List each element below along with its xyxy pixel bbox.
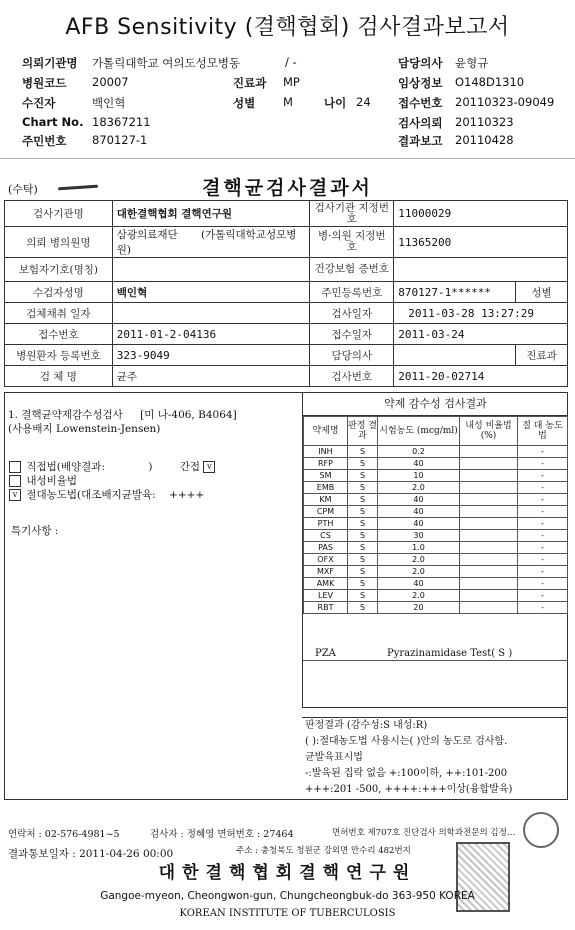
interpretation-note: [302, 717, 567, 798]
code-value: 20007: [92, 75, 129, 89]
drug-cell: S: [348, 470, 378, 482]
drug-cell: -: [518, 506, 568, 518]
address-kr: 주소 : 충청북도 청원군 강외면 만수리 482번지: [236, 846, 411, 856]
drug-cell: S: [348, 566, 378, 578]
note-line: +++:201 -500, ++++:+++이상(융합발육): [305, 784, 513, 795]
drug-cell: 2.0: [378, 554, 460, 566]
age-label: 나이: [324, 96, 347, 110]
collect-label: 검체채취 일자: [5, 303, 113, 324]
reg-value: 323-9049: [112, 345, 310, 366]
pza-value: Pyrazinamidase Test( S ): [387, 648, 513, 659]
drug-cell: -: [518, 578, 568, 590]
report-title: AFB Sensitivity (결핵협회) 검사결과보고서: [65, 15, 510, 40]
examinee-label: 수검자성명: [5, 282, 113, 303]
col-header: 시험농도 (mcg/ml): [378, 417, 460, 446]
note-line: ( ):절대농도법 사용시는( )안의 농도로 검사함.: [305, 736, 508, 747]
clinic-no-value: 11365200: [394, 227, 568, 258]
drug-cell: [460, 542, 518, 554]
clinical-value: O148D1310: [455, 75, 525, 89]
drug-cell: 40: [378, 518, 460, 530]
drug-cell: S: [348, 458, 378, 470]
sensitivity-title: 약제 감수성 검사결과: [303, 393, 568, 416]
drug-cell: PTH: [304, 518, 348, 530]
note-line: -:발육된 집락 없음 +:100이하, ++:101-200: [305, 768, 508, 779]
specimen-label: 검 체 명: [5, 366, 113, 387]
drug-cell: RFP: [304, 458, 348, 470]
drug-cell: -: [518, 530, 568, 542]
insurance-no-value: [394, 258, 568, 282]
sensitivity-header-row: [304, 417, 568, 446]
drug-cell: S: [348, 494, 378, 506]
receipt-date-value: 2011-03-24: [394, 324, 568, 345]
drug-cell: -: [518, 542, 568, 554]
lab-value: 대한결핵협회 결핵연구원: [112, 201, 310, 227]
form-sex-label: 성별: [516, 282, 568, 303]
insurance-no-label: 건강보험 증번호: [310, 258, 394, 282]
test-date-value: 2011-03-28 13:27:29: [394, 303, 568, 324]
drug-cell: CS: [304, 530, 348, 542]
age-value: 24: [356, 95, 371, 109]
hospital-value: 가톨릭대학교 여의도성모병동: [92, 56, 241, 70]
lab-no-label: 검사기관 지정번호: [310, 201, 394, 227]
contact: 연락처 : 02-576-4981~5: [8, 829, 120, 840]
info-table: [4, 200, 568, 387]
drug-row: [304, 458, 568, 470]
receipt-value: 20110323-09049: [455, 95, 555, 109]
drug-cell: 2.0: [378, 566, 460, 578]
note-line: 균발육표시법: [305, 752, 363, 763]
drug-cell: -: [518, 554, 568, 566]
slash-value: / -: [285, 55, 297, 69]
chart-value: 18367211: [92, 115, 151, 129]
absolute-method: v 절대농도법(대조배지균발육: ++++: [9, 487, 204, 502]
test-name: 1. 결핵균약제감수성검사: [8, 409, 123, 421]
drug-cell: S: [348, 590, 378, 602]
pza-row: [303, 648, 568, 661]
drug-cell: 2.0: [378, 590, 460, 602]
drug-cell: [460, 470, 518, 482]
result-label: 결과보고: [398, 134, 443, 148]
drug-cell: -: [518, 602, 568, 614]
req-hosp-cell: [112, 227, 310, 258]
req-hosp-value: 삼광의료재단: [116, 229, 178, 241]
test-date-label: 검사일자: [310, 303, 394, 324]
received-label: (수탁): [8, 183, 38, 196]
rrn-label: 주민번호: [22, 134, 67, 148]
drug-cell: 2.0: [378, 482, 460, 494]
drug-cell: -: [518, 482, 568, 494]
drug-row: [304, 590, 568, 602]
drug-cell: 10: [378, 470, 460, 482]
drug-cell: 30: [378, 530, 460, 542]
collect-value: [112, 303, 310, 324]
request-value: 20110323: [455, 115, 514, 129]
rrn-value: 870127-1: [92, 133, 148, 147]
patient-label: 수진자: [22, 96, 56, 110]
drug-cell: RBT: [304, 602, 348, 614]
note-line: 판정결과 (감수성:S 내성:R): [305, 720, 428, 731]
form-rrn-value: 870127-1******: [394, 282, 516, 303]
drug-cell: -: [518, 518, 568, 530]
drug-row: [304, 494, 568, 506]
drug-cell: 40: [378, 458, 460, 470]
institute-en: KOREAN INSTITUTE OF TUBERCULOSIS: [179, 908, 396, 919]
institute-name: 대한결핵협회결핵연구원: [158, 863, 417, 883]
drug-cell: S: [348, 578, 378, 590]
form-receipt-value: 2011-01-2-04136: [112, 324, 310, 345]
drug-cell: [460, 518, 518, 530]
sex-value: M: [283, 95, 293, 109]
code-label: 병원코드: [22, 76, 67, 90]
drug-cell: S: [348, 506, 378, 518]
request-label: 검사의뢰: [398, 116, 443, 130]
req-hosp-label: 의뢰 병의원명: [5, 227, 113, 258]
result-value: 20110428: [455, 133, 514, 147]
drug-row: [304, 446, 568, 458]
drug-cell: LEV: [304, 590, 348, 602]
growth-value: ++++: [169, 489, 205, 501]
doctor-label: 담당의사: [398, 56, 443, 70]
drug-cell: 0.2: [378, 446, 460, 458]
drug-cell: 20: [378, 602, 460, 614]
clinic-no-label: 병·의원 지정번호: [310, 227, 394, 258]
drug-row: [304, 470, 568, 482]
drug-row: [304, 518, 568, 530]
drug-cell: AMK: [304, 578, 348, 590]
form-dept-label: 진료과: [516, 345, 568, 366]
report-date: 결과통보일자 : 2011-04-26 00:00: [8, 848, 174, 860]
drug-row: [304, 482, 568, 494]
drug-cell: 40: [378, 506, 460, 518]
sex-label: 성별: [233, 96, 256, 110]
drug-row: [304, 554, 568, 566]
sensitivity-rows: [304, 446, 568, 614]
drug-cell: PAS: [304, 542, 348, 554]
specimen-value: 균주: [112, 366, 310, 387]
drug-cell: [460, 578, 518, 590]
req-hosp-sub: (가톨릭대학교성모병원): [116, 229, 297, 256]
insurer-value: [112, 258, 310, 282]
drug-cell: S: [348, 602, 378, 614]
drug-cell: S: [348, 542, 378, 554]
chart-label: Chart No.: [22, 115, 84, 129]
lab-label: 검사기관명: [5, 201, 113, 227]
header-divider: [0, 158, 575, 159]
clinical-label: 임상정보: [398, 76, 443, 90]
direct-method: 직접법(배양결과: ) 간접 v: [9, 459, 217, 474]
tester: 검사자 : 정혜영 면허번호 : 27464: [150, 829, 294, 840]
drug-cell: S: [348, 554, 378, 566]
medium-note: (사용배지 Lowenstein-Jensen): [8, 423, 161, 435]
sensitivity-pane: [302, 393, 568, 708]
col-header: 내성 비율법(%): [460, 417, 518, 446]
drug-cell: [460, 602, 518, 614]
license: 면허번호 제707호 진단검사 의학과전문의 김정…: [332, 828, 516, 838]
col-header: 약제명: [304, 417, 348, 446]
col-header: 절 대 농도법: [518, 417, 568, 446]
form-rrn-label: 주민등록번호: [310, 282, 394, 303]
drug-cell: [460, 506, 518, 518]
lab-no-value: 11000029: [394, 201, 568, 227]
remarks-label: 특기사항 :: [11, 525, 59, 537]
drug-row: [304, 602, 568, 614]
drug-cell: 40: [378, 578, 460, 590]
round-seal-icon: [523, 812, 559, 848]
method-pane: [5, 393, 302, 799]
test-no-label: 검사번호: [310, 366, 394, 387]
drug-cell: INH: [304, 446, 348, 458]
ratio-method: 내성비율법: [9, 473, 77, 488]
drug-row: [304, 506, 568, 518]
drug-cell: -: [518, 494, 568, 506]
form-doctor-value: [394, 345, 516, 366]
pza-label: PZA: [315, 648, 336, 659]
test-no-value: 2011-20-02714: [394, 366, 568, 387]
dept-value: MP: [283, 75, 300, 89]
absolute-checkbox[interactable]: v: [9, 489, 21, 501]
drug-cell: [460, 590, 518, 602]
drug-cell: CPM: [304, 506, 348, 518]
results-section: [4, 392, 568, 800]
drug-cell: [460, 446, 518, 458]
drug-cell: [460, 458, 518, 470]
drug-cell: KM: [304, 494, 348, 506]
drug-row: [304, 530, 568, 542]
examinee-value: 백인혁: [112, 282, 310, 303]
drug-cell: -: [518, 446, 568, 458]
drug-cell: -: [518, 566, 568, 578]
drug-cell: 1.0: [378, 542, 460, 554]
dept-label: 진료과: [233, 76, 267, 90]
drug-cell: EMB: [304, 482, 348, 494]
drug-cell: S: [348, 446, 378, 458]
direct-checkbox[interactable]: [9, 461, 21, 473]
drug-cell: [460, 554, 518, 566]
drug-cell: [460, 494, 518, 506]
drug-cell: OFX: [304, 554, 348, 566]
sensitivity-table: [303, 416, 568, 614]
drug-row: [304, 578, 568, 590]
ratio-checkbox[interactable]: [9, 475, 21, 487]
drug-row: [304, 566, 568, 578]
indirect-checkbox[interactable]: v: [203, 461, 215, 473]
reg-label: 병원환자 등록번호: [5, 345, 113, 366]
drug-row: [304, 542, 568, 554]
drug-cell: SM: [304, 470, 348, 482]
form-doctor-label: 담당의사: [310, 345, 394, 366]
drug-cell: 40: [378, 494, 460, 506]
insurer-label: 보험자기호(명칭): [5, 258, 113, 282]
test-code: [미 나-406, B4064]: [140, 409, 237, 421]
indirect-label: 간접: [179, 461, 201, 473]
drug-cell: [460, 482, 518, 494]
doctor-value: 윤형규: [455, 56, 489, 70]
form-receipt-label: 접수번호: [5, 324, 113, 345]
address-en: Gangoe-myeon, Cheongwon-gun, Chungcheongbuk-do 363-950 KOREA: [100, 890, 475, 902]
drug-cell: S: [348, 518, 378, 530]
drug-cell: [460, 566, 518, 578]
form-title: 결핵균검사결과서: [202, 177, 373, 199]
drug-cell: -: [518, 590, 568, 602]
receipt-date-label: 접수일자: [310, 324, 394, 345]
drug-cell: [460, 530, 518, 542]
drug-cell: -: [518, 458, 568, 470]
patient-value: 백인혁: [92, 96, 126, 110]
receipt-label: 접수번호: [398, 96, 443, 110]
drug-cell: S: [348, 530, 378, 542]
hospital-label: 의뢰기관명: [22, 56, 78, 70]
drug-cell: MXF: [304, 566, 348, 578]
col-header: 판정 결과: [348, 417, 378, 446]
drug-cell: S: [348, 482, 378, 494]
drug-cell: -: [518, 470, 568, 482]
